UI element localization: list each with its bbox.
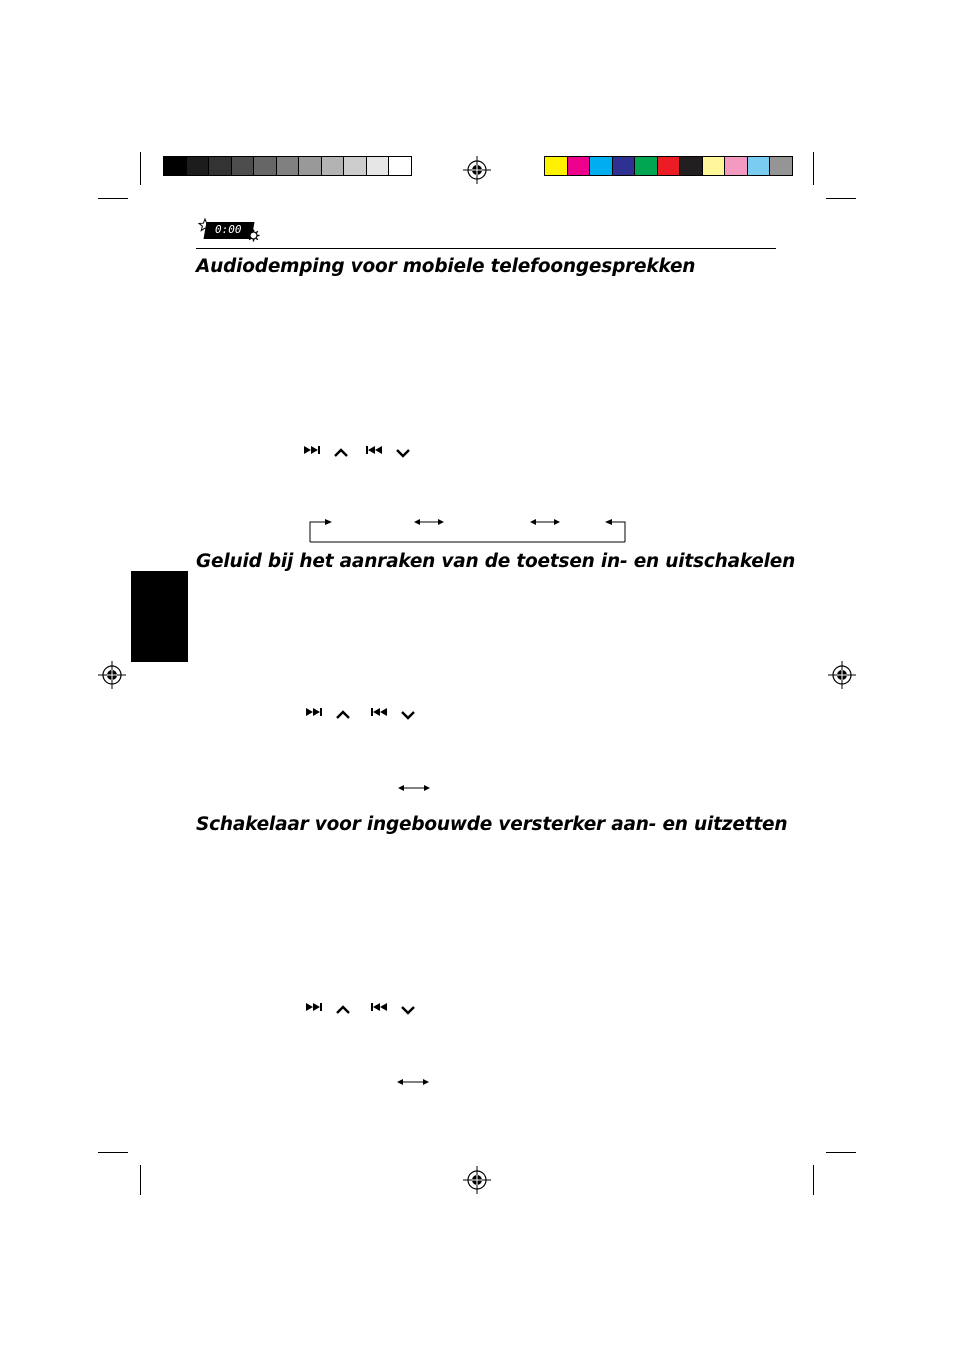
crop-mark [826,1152,856,1153]
section-title-audio-muting: Audiodemping voor mobiele telefoongesprekken [196,256,696,277]
crop-mark [98,198,128,199]
gray-bar-swatch [366,156,390,176]
registration-mark-icon [463,1166,491,1194]
color-bar-swatch [634,156,658,176]
next-up-button-icon [306,705,352,724]
gray-bar-swatch [163,156,187,176]
color-bar-swatch [657,156,681,176]
gray-bar-swatch [208,156,232,176]
color-bar-swatch [769,156,793,176]
gear-icon [247,229,260,242]
section-title-amplifier: Schakelaar voor ingebouwde versterker aan- en uitzetten [196,814,788,835]
crop-mark [813,152,814,185]
color-bar-swatch [544,156,568,176]
next-up-button-icon [304,443,350,462]
registration-mark-icon [98,661,126,689]
color-bar-swatch [567,156,591,176]
crop-mark [826,198,856,199]
clock-settings-icon [198,218,262,242]
language-side-tab [131,571,188,662]
double-arrow-icon [397,782,431,794]
color-bar-swatch [724,156,748,176]
gray-bar-swatch [321,156,345,176]
registration-mark-icon [463,156,491,184]
color-bar-swatch [679,156,703,176]
gray-bar-swatch [231,156,255,176]
color-bar-swatch [589,156,613,176]
color-bar-swatch [747,156,771,176]
crop-mark [98,1152,128,1153]
color-bar-swatch [612,156,636,176]
clock-display-text: 0:00 [215,223,242,236]
crop-mark [140,1165,141,1195]
crop-mark [813,1165,814,1195]
gray-bar-swatch [343,156,367,176]
gray-bar-swatch [298,156,322,176]
cycle-arrow-icon [305,515,630,545]
gray-bar-swatch [388,156,412,176]
crop-mark [140,152,141,185]
color-bar-swatch [702,156,726,176]
header-rule [196,248,776,249]
prev-down-button-icon [366,443,412,462]
double-arrow-icon [396,1076,430,1088]
prev-down-button-icon [371,705,417,724]
prev-down-button-icon [371,1000,417,1019]
gray-bar-swatch [253,156,277,176]
gray-bar-swatch [186,156,210,176]
section-title-key-beep: Geluid bij het aanraken van de toetsen in- en uitschakelen [196,551,796,572]
next-up-button-icon [306,1000,352,1019]
gray-bar-swatch [276,156,300,176]
registration-mark-icon [828,661,856,689]
